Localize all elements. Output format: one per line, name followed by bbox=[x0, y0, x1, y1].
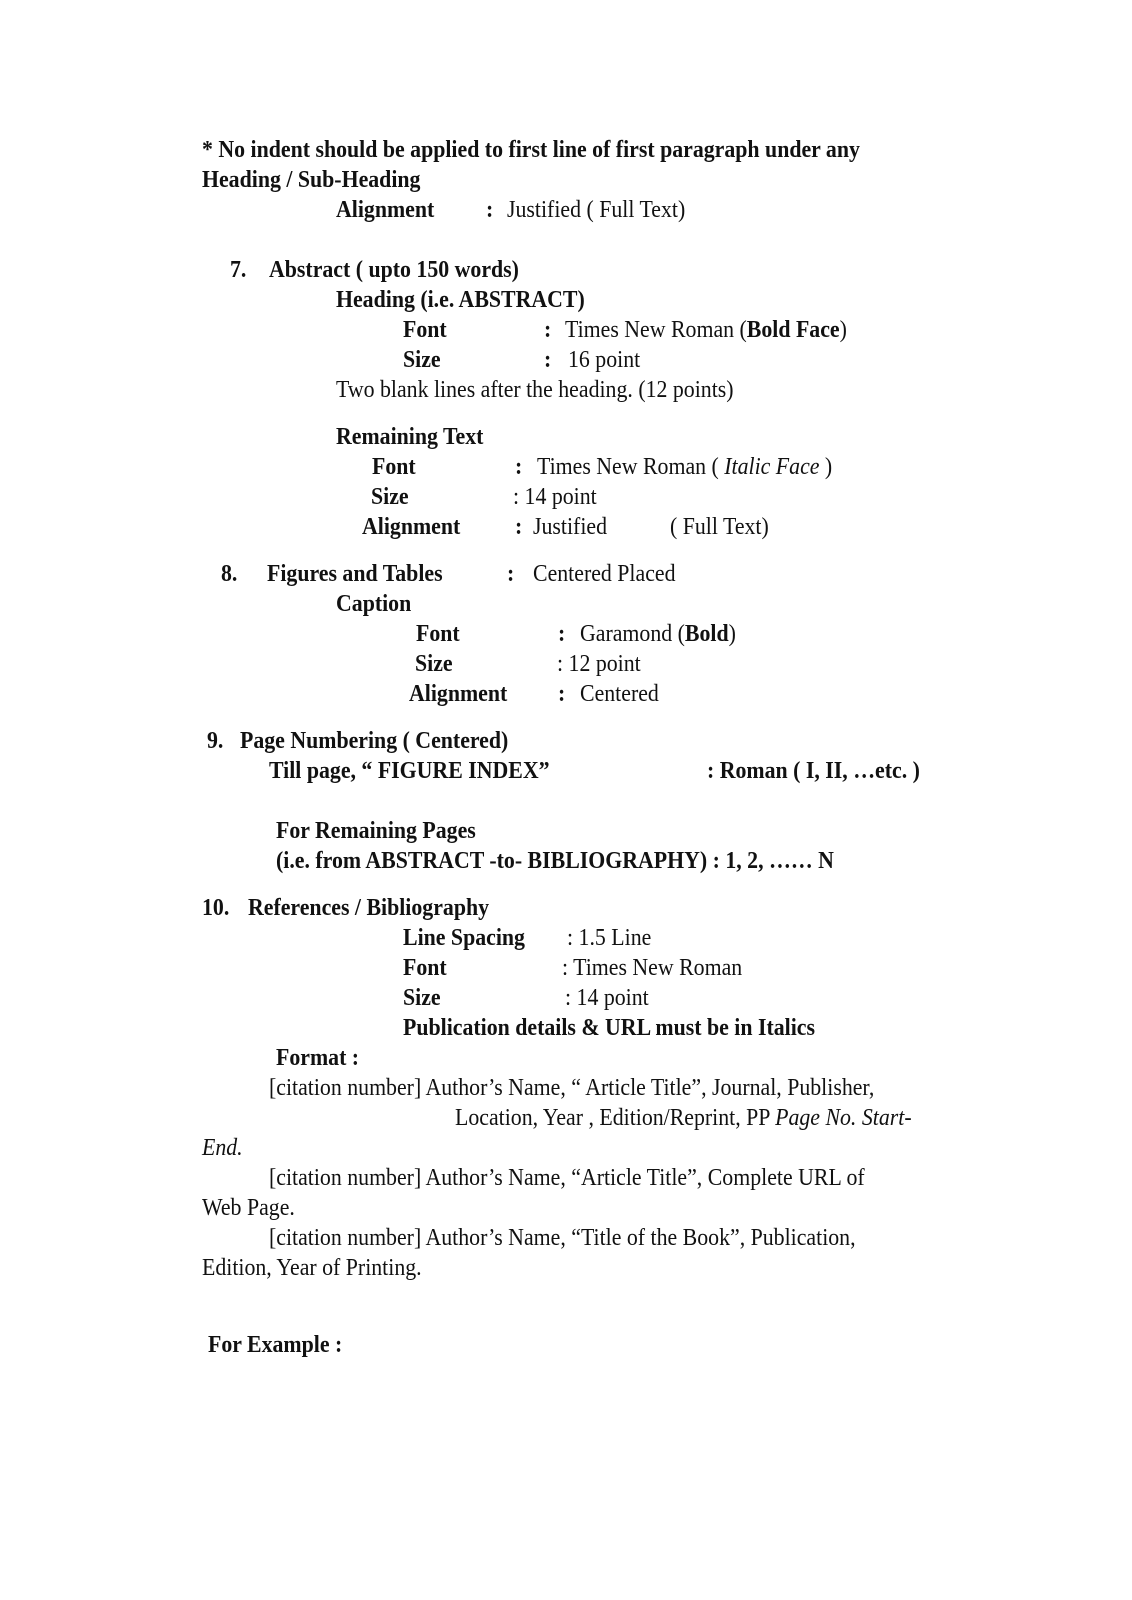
field-label: Size bbox=[371, 484, 409, 510]
section-number: 7. bbox=[230, 257, 247, 283]
paragraph: Two blank lines after the heading. (12 points) bbox=[336, 377, 734, 403]
field-value bbox=[537, 453, 832, 481]
subheading: Format : bbox=[276, 1045, 360, 1071]
colon: : bbox=[558, 621, 566, 647]
citation-line: Edition, Year of Printing. bbox=[202, 1255, 422, 1281]
value-text: Times New Roman ( bbox=[565, 317, 747, 343]
field-label: Size bbox=[415, 651, 453, 677]
note-line: * No indent should be applied to first line of first paragraph under any bbox=[202, 137, 860, 163]
field-label: Font bbox=[372, 454, 416, 480]
field-value: 16 point bbox=[568, 347, 641, 373]
citation-line: [citation number] Author’s Name, “ Article Title”, Journal, Publisher, bbox=[269, 1075, 875, 1101]
field-label: Font bbox=[403, 955, 447, 981]
subheading: For Remaining Pages bbox=[276, 818, 476, 844]
field-value: Justified ( Full Text) bbox=[507, 197, 686, 223]
colon: : bbox=[515, 454, 523, 480]
field-value: Justified bbox=[533, 514, 608, 540]
value-italic: Italic Face bbox=[724, 454, 820, 480]
subheading: Heading (i.e. ABSTRACT) bbox=[336, 287, 585, 313]
subheading: For Example : bbox=[208, 1332, 343, 1358]
field-value: Centered bbox=[580, 681, 659, 707]
section-number: 10. bbox=[202, 895, 230, 921]
section-title: Figures and Tables bbox=[267, 561, 443, 587]
value-italic: Page No. Start- bbox=[775, 1105, 912, 1131]
section-title: Abstract ( upto 150 words) bbox=[269, 257, 519, 283]
field-label: Font bbox=[403, 317, 447, 343]
citation-line bbox=[455, 1104, 912, 1132]
note-line: Heading / Sub-Heading bbox=[202, 167, 421, 193]
value-bold: Bold Face bbox=[746, 317, 840, 343]
field-value bbox=[565, 316, 847, 344]
citation-line: [citation number] Author’s Name, “Article Title”, Complete URL of bbox=[269, 1165, 865, 1191]
field-value: : 14 point bbox=[513, 484, 597, 510]
field-label: Alignment bbox=[362, 514, 461, 540]
field-value: (i.e. from ABSTRACT -to- BIBLIOGRAPHY) : 1, 2, …… N bbox=[276, 848, 834, 874]
field-value: : Times New Roman bbox=[562, 955, 743, 981]
section-number: 8. bbox=[221, 561, 238, 587]
field-label: Size bbox=[403, 985, 441, 1011]
field-label: Till page, “ FIGURE INDEX” bbox=[269, 758, 550, 784]
field-label: Alignment bbox=[336, 197, 435, 223]
value-text: ) bbox=[728, 621, 736, 647]
colon: : bbox=[515, 514, 523, 540]
value-text: ) bbox=[819, 454, 833, 480]
field-value: ( Full Text) bbox=[670, 514, 769, 540]
section-title: References / Bibliography bbox=[248, 895, 490, 921]
subheading: Remaining Text bbox=[336, 424, 484, 450]
field-value: : 14 point bbox=[565, 985, 649, 1011]
note-line: Publication details & URL must be in Italics bbox=[403, 1015, 815, 1041]
field-label: Line Spacing bbox=[403, 925, 525, 951]
field-value bbox=[580, 620, 736, 648]
field-label: Alignment bbox=[409, 681, 508, 707]
value-bold: Bold bbox=[684, 621, 729, 647]
field-label: Size bbox=[403, 347, 441, 373]
colon: : bbox=[544, 317, 552, 343]
section-title: Page Numbering ( Centered) bbox=[240, 728, 509, 754]
field-value: : 12 point bbox=[557, 651, 641, 677]
citation-line: End. bbox=[202, 1135, 243, 1161]
colon: : bbox=[486, 197, 494, 223]
colon: : bbox=[507, 561, 515, 587]
value-text: Location, Year , Edition/Reprint, PP bbox=[455, 1105, 776, 1131]
colon: : bbox=[544, 347, 552, 373]
citation-line: Web Page. bbox=[202, 1195, 295, 1221]
value-text: ) bbox=[839, 317, 847, 343]
value-text: Garamond ( bbox=[580, 621, 685, 647]
field-label: Font bbox=[416, 621, 460, 647]
section-number: 9. bbox=[207, 728, 224, 754]
field-value: Centered Placed bbox=[533, 561, 676, 587]
field-value: : Roman ( I, II, …etc. ) bbox=[707, 758, 920, 784]
value-text: Times New Roman ( bbox=[537, 454, 725, 480]
citation-line: [citation number] Author’s Name, “Title of the Book”, Publication, bbox=[269, 1225, 856, 1251]
subheading: Caption bbox=[336, 591, 412, 617]
colon: : bbox=[558, 681, 566, 707]
field-value: : 1.5 Line bbox=[567, 925, 652, 951]
